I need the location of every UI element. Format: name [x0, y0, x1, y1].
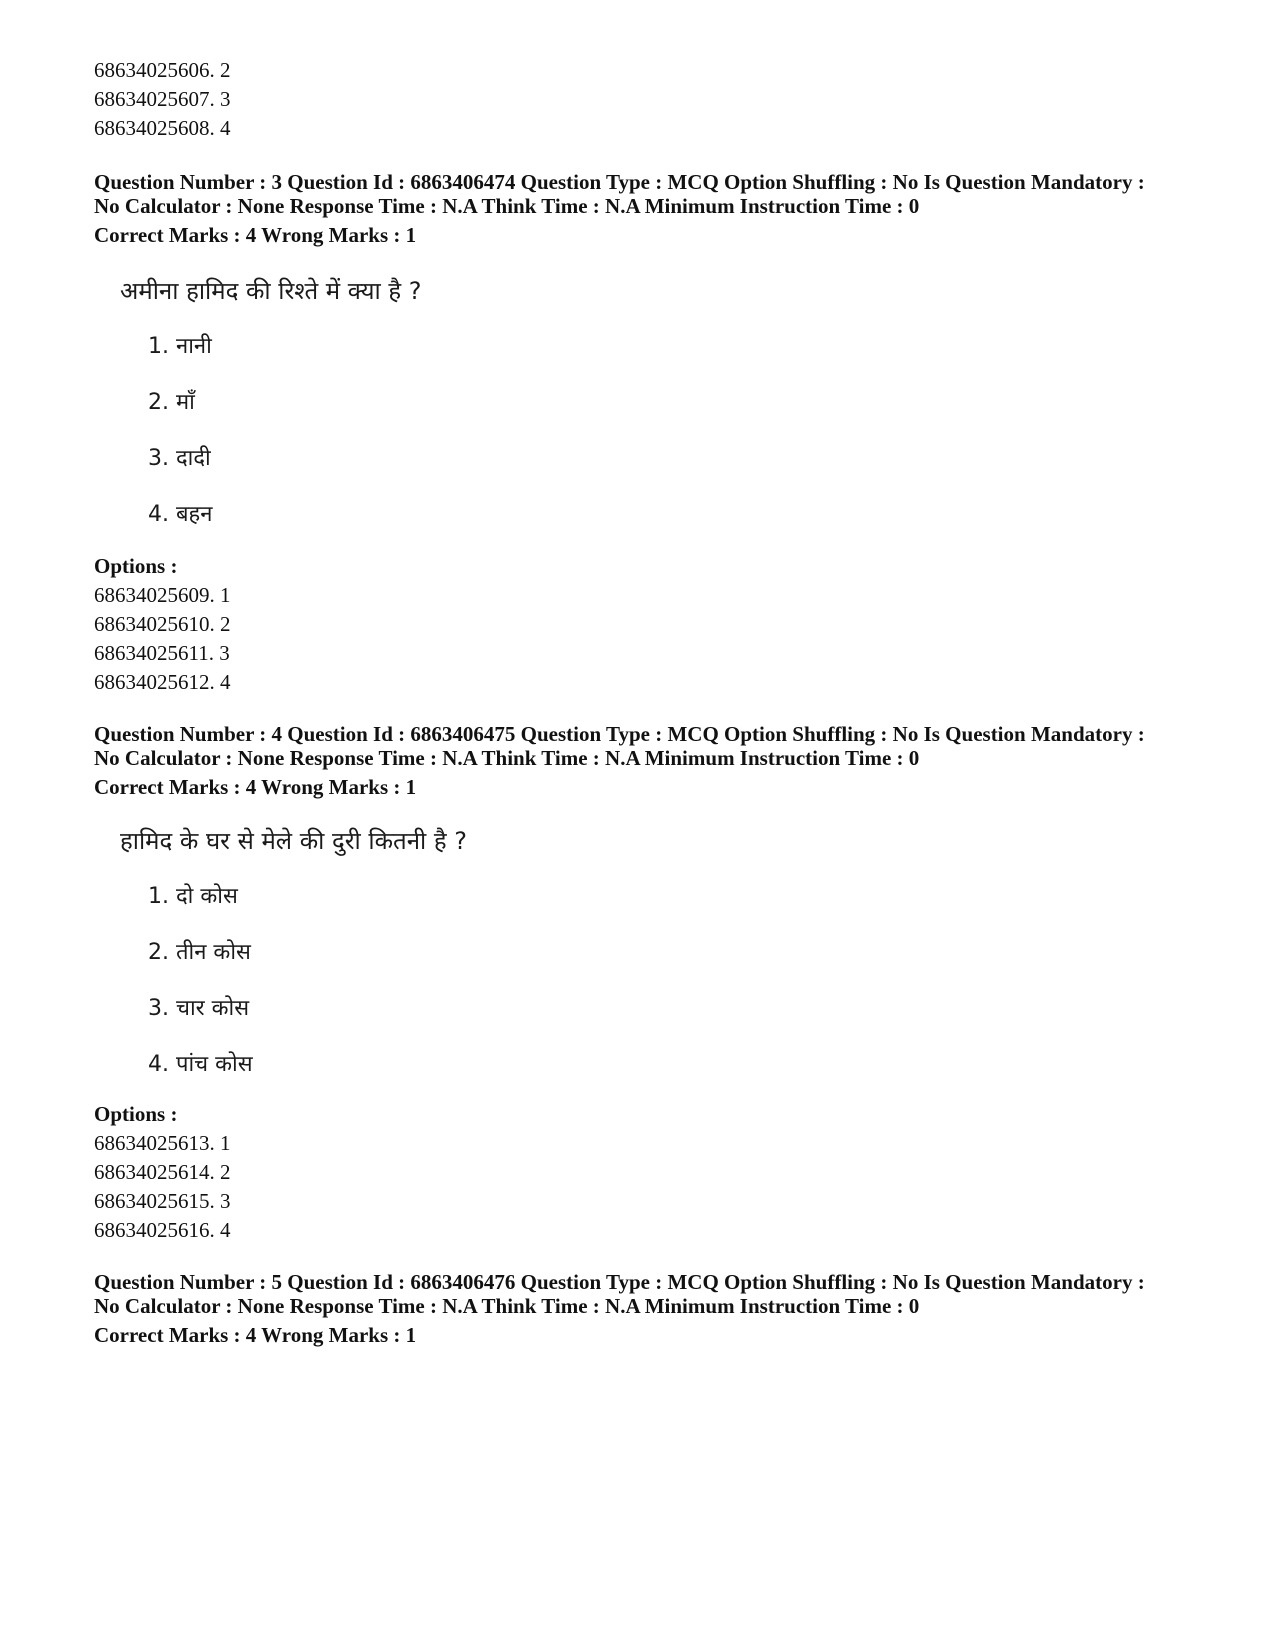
option-row: 68634025616. 4 [94, 1218, 231, 1242]
question-3-choice-3: 3. दादी [148, 446, 211, 471]
options-label: Options : [94, 554, 178, 578]
question-3-choice-4: 4. बहन [148, 502, 213, 527]
question-4-text: हामिद के घर से मेले की दुरी कितनी है ? [120, 827, 467, 855]
question-3-header [94, 170, 1214, 247]
option-row: 68634025607. 3 [94, 87, 231, 111]
option-row: 68634025613. 1 [94, 1131, 231, 1155]
question-meta-line: No Calculator : None Response Time : N.A Think Time : N.A Minimum Instruction Time : 0 [94, 194, 920, 218]
question-marks: Correct Marks : 4 Wrong Marks : 1 [94, 1323, 417, 1347]
question-3-text: अमीना हामिद की रिश्ते में क्या है ? [120, 277, 422, 305]
option-row: 68634025610. 2 [94, 612, 231, 636]
option-row: 68634025612. 4 [94, 670, 231, 694]
options-label: Options : [94, 1102, 178, 1126]
question-meta-line: No Calculator : None Response Time : N.A Think Time : N.A Minimum Instruction Time : 0 [94, 746, 920, 770]
question-4-choice-4: 4. पांच कोस [148, 1052, 253, 1077]
question-3-choice-2: 2. माँ [148, 390, 195, 415]
option-row: 68634025614. 2 [94, 1160, 231, 1184]
question-3-choice-1: 1. नानी [148, 334, 212, 359]
option-row: 68634025611. 3 [94, 641, 230, 665]
question-4-choice-2: 2. तीन कोस [148, 940, 251, 965]
options-list-q2 [94, 56, 1214, 143]
question-meta-line: Question Number : 4 Question Id : 6863406475 Question Type : MCQ Option Shuffling : No Is Question Mandatory : [94, 722, 1145, 746]
options-list-q3 [94, 552, 1214, 697]
question-meta-line: No Calculator : None Response Time : N.A Think Time : N.A Minimum Instruction Time : 0 [94, 1294, 920, 1318]
question-4-header [94, 722, 1214, 799]
option-row: 68634025609. 1 [94, 583, 231, 607]
question-meta-line: Question Number : 5 Question Id : 6863406476 Question Type : MCQ Option Shuffling : No Is Question Mandatory : [94, 1270, 1145, 1294]
option-row: 68634025606. 2 [94, 58, 231, 82]
options-list-q4 [94, 1100, 1214, 1245]
question-5-header [94, 1270, 1214, 1347]
question-meta-line: Question Number : 3 Question Id : 6863406474 Question Type : MCQ Option Shuffling : No Is Question Mandatory : [94, 170, 1145, 194]
question-4-choice-3: 3. चार कोस [148, 996, 250, 1021]
question-marks: Correct Marks : 4 Wrong Marks : 1 [94, 775, 417, 799]
option-row: 68634025608. 4 [94, 116, 231, 140]
question-marks: Correct Marks : 4 Wrong Marks : 1 [94, 223, 417, 247]
question-4-choice-1: 1. दो कोस [148, 884, 238, 909]
option-row: 68634025615. 3 [94, 1189, 231, 1213]
